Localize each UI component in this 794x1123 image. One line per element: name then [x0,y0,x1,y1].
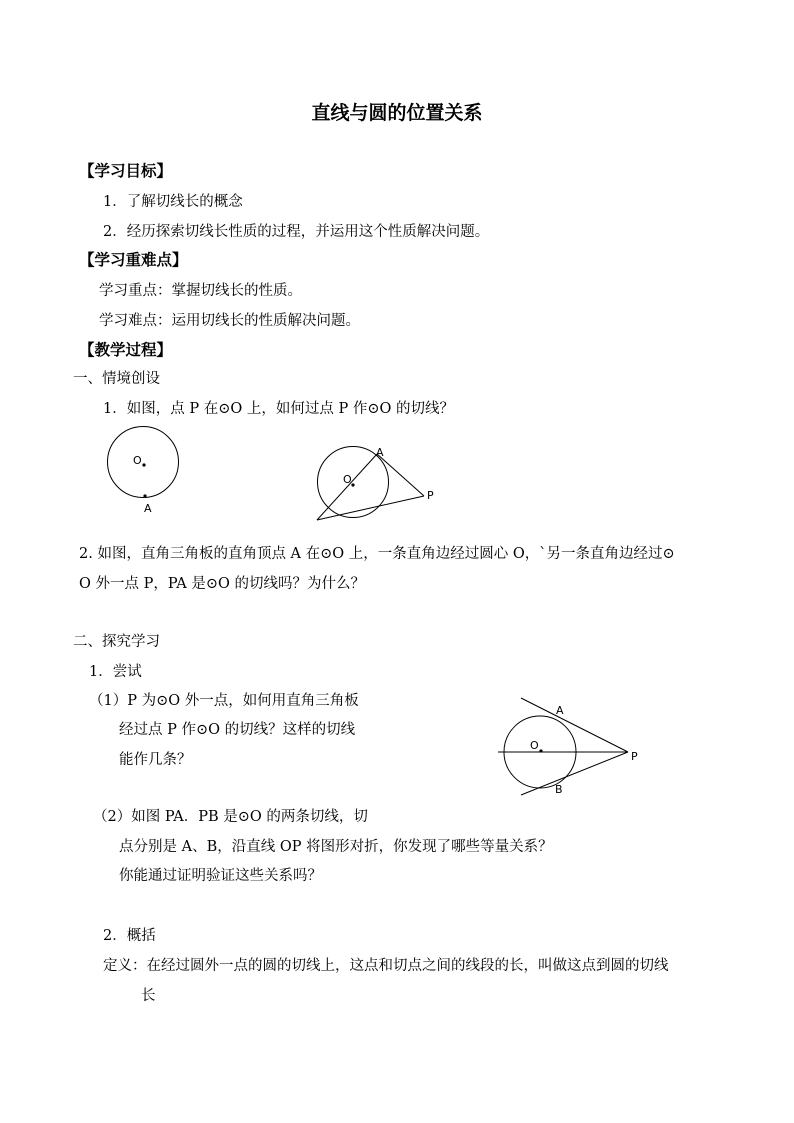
label-p: P [631,750,638,763]
page-title: 直线与圆的位置关系 [311,102,483,124]
segment-a-vertex [317,454,377,520]
try-item-1-line-3: 能作几条？ [119,752,192,768]
figure-circle-point-a [100,425,190,520]
summary-heading: 2．概括 [103,928,156,944]
section-1-heading: 一、情境创设 [73,371,160,387]
center-dot [351,483,354,486]
point-a-dot [143,494,146,497]
key-point-difficulty: 学习难点：运用切线长的性质解决问题。 [99,313,360,329]
tangent-pb [521,752,628,795]
label-a: A [376,446,384,459]
circle-o [108,427,179,498]
try-item-2-line-2: 点分别是 A、B，沿直线 OP 将图形对折，你发现了哪些等量关系？ [119,839,553,855]
figure-tangent-triangle [310,440,445,525]
label-o: O [530,739,539,752]
question-1: 1．如图，点 P 在⊙O 上，如何过点 P 作⊙O 的切线？ [103,401,454,417]
try-item-1-line-2: 经过点 P 作⊙O 的切线？这样的切线 [119,722,356,738]
definition-line-2: 长 [141,988,156,1004]
objective-item-2: 2．经历探索切线长性质的过程，并运用这个性质解决问题。 [103,224,490,240]
question-2-line-2: O 外一点 P，PA 是⊙O 的切线吗？为什么？ [79,576,366,592]
label-o: O [133,454,142,467]
segment-a-p [377,454,424,496]
process-heading: 【教学过程】 [79,341,173,359]
segment-vertex-p [317,496,424,520]
label-b: B [555,783,563,796]
key-points-heading: 【学习重难点】 [79,251,188,269]
label-a: A [556,704,564,717]
label-o: O [343,473,352,486]
center-dot [539,749,542,752]
figure-two-tangents [495,695,645,800]
key-point-focus: 学习重点：掌握切线长的性质。 [99,283,302,299]
label-a: A [144,502,152,515]
label-p: P [427,489,434,502]
try-heading: 1．尝试 [89,664,142,680]
try-item-1-line-1: （1）P 为⊙O 外一点，如何用直角三角板 [89,693,359,709]
question-2-line-1: 2. 如图，直角三角板的直角顶点 A 在⊙O 上，一条直角边经过圆心 O，`另一条直角边经过⊙ [79,546,675,562]
objective-item-1: 1．了解切线长的概念 [103,194,243,210]
objectives-heading: 【学习目标】 [79,162,173,180]
try-item-2-line-3: 你能通过证明验证这些关系吗？ [119,868,322,884]
definition-line-1: 定义：在经过圆外一点的圆的切线上，这点和切点之间的线段的长，叫做这点到圆的切线 [103,958,669,974]
section-2-heading: 二、探究学习 [73,634,160,650]
center-dot [142,463,145,466]
try-item-2-line-1: （2）如图 PA．PB 是⊙O 的两条切线，切 [93,809,368,825]
